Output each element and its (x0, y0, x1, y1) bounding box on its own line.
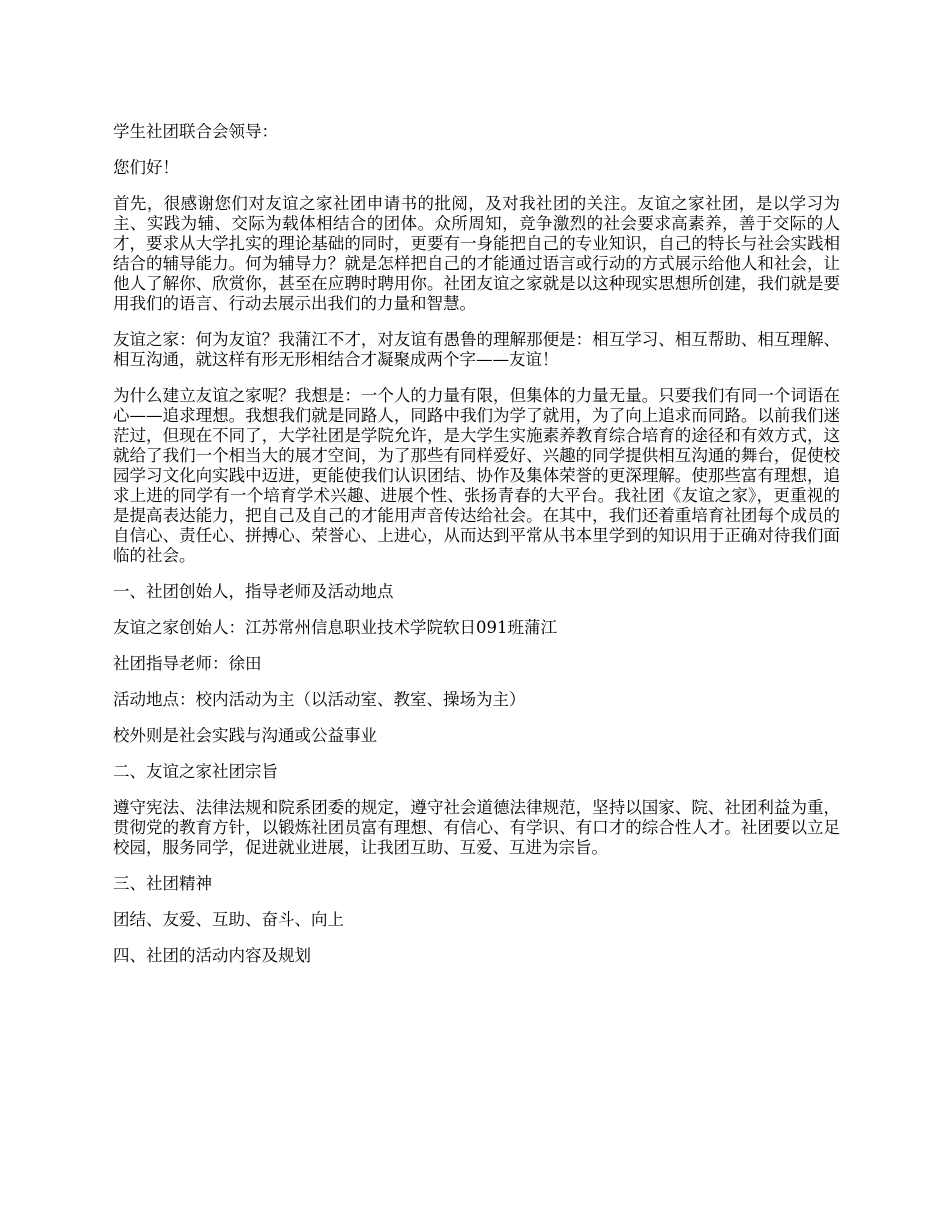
section-2-heading: 二、友谊之家社团宗旨 (113, 762, 278, 781)
section-3-body: 团结、友爱、互助、奋斗、向上 (113, 910, 344, 929)
intro-paragraph: 首先，很感谢您们对友谊之家社团申请书的批阅，及对我社团的关注。友谊之家社团，是以学习为主、实践为辅、交际为载体相结合的团体。众所周知，竞争激烈的社会要求高素养，善于交际的人才，要求从大学扎实的理论基础的同时，更要有一身能把自己的专业知识，自己的特长与社会实践相结合的辅导能力。何为辅导力？就是怎样把自己的才能通过语言或行动的方式展示给他人和社会，让他人了解你、欣赏你，甚至在应聘时聘用你。社团友谊之家就是以这种现实思想所创建，我们就是要用我们的语言、行动去展示出我们的力量和智慧。 (113, 194, 840, 313)
advisor-line: 社团指导老师：徐田 (113, 654, 262, 673)
venue-outside-line: 校外则是社会实践与沟通或公益事业 (113, 726, 377, 745)
friendship-paragraph: 友谊之家：何为友谊？我蒲江不才，对友谊有愚鲁的理解那便是：相互学习、相互帮助、相互理解、相互沟通，就这样有形无形相结合才凝聚成两个字——友谊！ (113, 330, 840, 369)
section-2-body: 遵守宪法、法律法规和院系团委的规定，遵守社会道德法律规范，坚持以国家、院、社团利益为重，贯彻党的教育方针，以锻炼社团员富有理想、有信心、有学识、有口才的综合性人才。社团要以立足校园，服务同学，促进就业进展，让我团互助、互爱、互进为宗旨。 (113, 798, 840, 857)
founder-line: 友谊之家创始人：江苏常州信息职业技术学院软日091班蒲江 (113, 618, 557, 637)
section-1-heading: 一、社团创始人，指导老师及活动地点 (113, 582, 394, 601)
salutation: 学生社团联合会领导： (113, 122, 278, 141)
document-body (113, 122, 840, 982)
section-3-heading: 三、社团精神 (113, 874, 212, 893)
greeting: 您们好！ (113, 158, 179, 177)
section-4-heading: 四、社团的活动内容及规划 (113, 946, 311, 965)
purpose-paragraph: 为什么建立友谊之家呢？我想是：一个人的力量有限，但集体的力量无量。只要我们有同一个词语在心——追求理想。我想我们就是同路人，同路中我们为学了就用，为了向上追求而同路。以前我们迷茫过，但现在不同了，大学社团是学院允许，是大学生实施素养教育综合培育的途径和有效方式，这就给了我们一个相当大的展才空间，为了那些有同样爱好、兴趣的同学提供相互沟通的舞台，促使校园学习文化向实践中迈进，更能使我们认识团结、协作及集体荣誉的更深理解。使那些富有理想，追求上进的同学有一个培育学术兴趣、进展个性、张扬青春的大平台。我社团《友谊之家》，更重视的是提高表达能力，把自己及自己的才能用声音传达给社会。在其中，我们还着重培育社团每个成员的自信心、责任心、拼搏心、荣誉心、上进心，从而达到平常从书本里学到的知识用于正确对待我们面临的社会。 (113, 386, 840, 565)
venue-line: 活动地点：校内活动为主（以活动室、教室、操场为主） (113, 690, 526, 709)
